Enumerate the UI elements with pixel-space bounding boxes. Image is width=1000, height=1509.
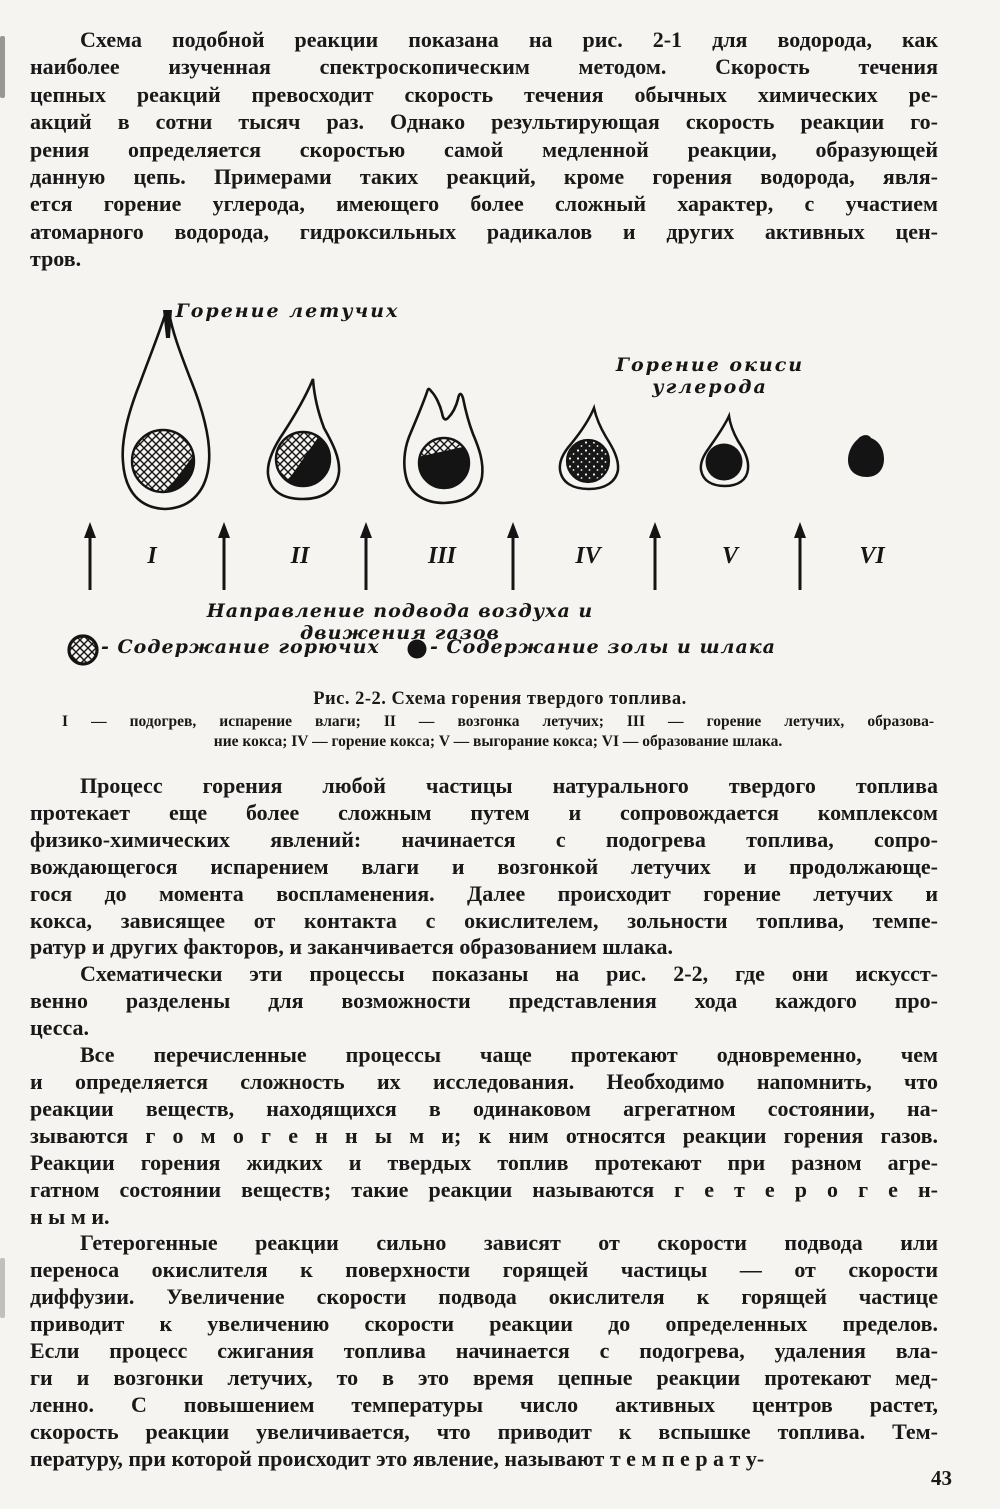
text-line: гатном состоянии веществ; такие реакции называются г е т е р о г е н- [30,1176,938,1202]
legend-ash-slag-label: - Содержание золы и шлака [430,636,776,658]
scan-edge-mark [0,1258,5,1318]
text-line: наиболее изученная спектроскопическим методом. Скорость течения [30,54,938,80]
flame-stage-4-icon [560,408,618,489]
text-line: приводит к увеличению скорости реакции до определенных пределов. [30,1311,938,1337]
page-number: 43 [931,1466,952,1490]
text-line: диффузии. Увеличение скорости подвода окислителя к горящей частице [30,1284,938,1310]
text-line: цесса. [30,1015,90,1041]
text-line: атомарного водорода, гидроксильных радикалов и других активных цен- [30,218,938,244]
lower-text-block [30,773,938,1473]
fuel-content-symbol-icon [69,636,97,664]
text-line: венно разделены для возможности представления хода каждого про- [30,988,938,1014]
text-line: Схематически эти процессы показаны на рис. 2-2, где они искусст- [80,961,938,987]
scan-edge-mark [0,36,5,98]
text-line: пературу, при которой происходит это явление, называют т е м п е р а т у- [30,1445,765,1471]
text-line: рения определяется скоростью самой медленной реакции, образующей [30,136,938,162]
air-flow-arrow-icon [507,522,519,590]
legend-fuel-content-label: - Содержание горючих [101,636,380,658]
text-line: и определяется сложность их исследования. Необходимо напомнить, что [30,1068,938,1094]
paragraph-1 [30,26,938,273]
stage-numeral-V: V [721,543,739,569]
flame-stage-5-icon [701,416,748,486]
text-line: тров. [30,246,82,272]
stage-numeral-VI: VI [859,543,885,569]
text-line: зываются г о м о г е н н ы м и; к ним относятся реакции горения газов. [30,1122,938,1148]
flame-stage-3-icon [404,389,482,503]
text-line: Если процесс сжигания топлива начинается с подогрева, удаления вла- [30,1338,938,1364]
flame-stage-1-icon [123,310,210,509]
text-line: Гетерогенные реакции сильно зависят от скорости подвода или [80,1230,938,1256]
text-line: гося до момента воспламенения. Далее происходит горение летучих и [30,880,938,906]
air-flow-arrow-icon [84,522,96,590]
text-line: переноса окислителя к поверхности горящей частицы — от скорости [30,1257,938,1283]
flame-stage-2-icon [268,379,339,499]
stage-numeral-I: I [147,543,157,569]
text-line: ленно. С повышением температуры число активных центров растет, [30,1391,938,1417]
figure-caption-title: Рис. 2-2. Схема горения твердого топлива. [313,689,687,709]
text-line: Процесс горения любой частицы натурального твердого топлива [80,773,938,798]
text-line: кокса, зависящее от контакта с окислителем, зольности топлива, темпе- [30,907,938,933]
text-line: н ы м и. [30,1203,110,1229]
paragraph-5 [30,1230,938,1472]
stage-numeral-III: III [427,543,457,569]
figure-label-co-burning: Горение окиси углерода [615,354,805,398]
figure-caption-note-line: ние кокса; IV — горение кокса; V — выгорание кокса; VI — образование шлака. [213,733,783,750]
text-line: реакции веществ, находящихся в одинаковом агрегатном состоянии, на- [30,1095,938,1121]
air-flow-arrow-icon [794,522,806,590]
text-line: цепных реакций превосходит скорость течения обычных химических ре- [30,81,938,107]
slag-stage-6-icon [848,435,884,477]
paragraph-3 [30,961,938,1042]
text-line: протекает еще более сложным путем и сопровождается комплексом [30,799,938,825]
figure-caption-note-line: I — подогрев, испарение влаги; II — возгонка летучих; III — горение летучих, образова- [62,713,934,730]
text-line: Реакции горения жидких и твердых топлив протекают при разном агре- [30,1149,938,1175]
air-flow-arrow-icon [218,522,230,590]
text-line: скорость реакции увеличивается, что приводит к вспышке топлива. Тем- [30,1418,938,1444]
stage-numeral-IV: IV [575,543,601,569]
text-line: данную цепь. Примерами таких реакций, кроме горения водорода, явля- [30,164,938,190]
text-line: ется горение углерода, имеющего более сложный характер, с участием [30,191,938,217]
text-line: Схема подобной реакции показана на рис. 2-1 для водорода, как [80,27,938,52]
stage-numeral-II: II [290,543,310,569]
air-direction-caption: Направление подвода воздуха и движения газов [206,600,594,644]
text-line: ги и возгонки летучих, то в это время цепные реакции протекают мед- [30,1364,938,1390]
figure-label-volatiles-burning: Горение летучих [175,300,400,322]
text-line: физико-химических явлений: начинается с подогрева топлива, сопро- [30,826,938,852]
paragraph-4 [30,1042,938,1230]
text-line: ратур и других факторов, и заканчивается образованием шлака. [30,934,673,960]
paragraph-2 [30,773,938,961]
air-flow-arrow-icon [360,522,372,590]
text-line: Все перечисленные процессы чаще протекают одновременно, чем [80,1042,938,1068]
air-flow-arrow-icon [649,522,661,590]
text-line: вождающегося испарением влаги и возгонкой летучих и продолжающе- [30,853,938,879]
text-line: акций в сотни тысяч раз. Однако результирующая скорость реакции го- [30,109,938,135]
